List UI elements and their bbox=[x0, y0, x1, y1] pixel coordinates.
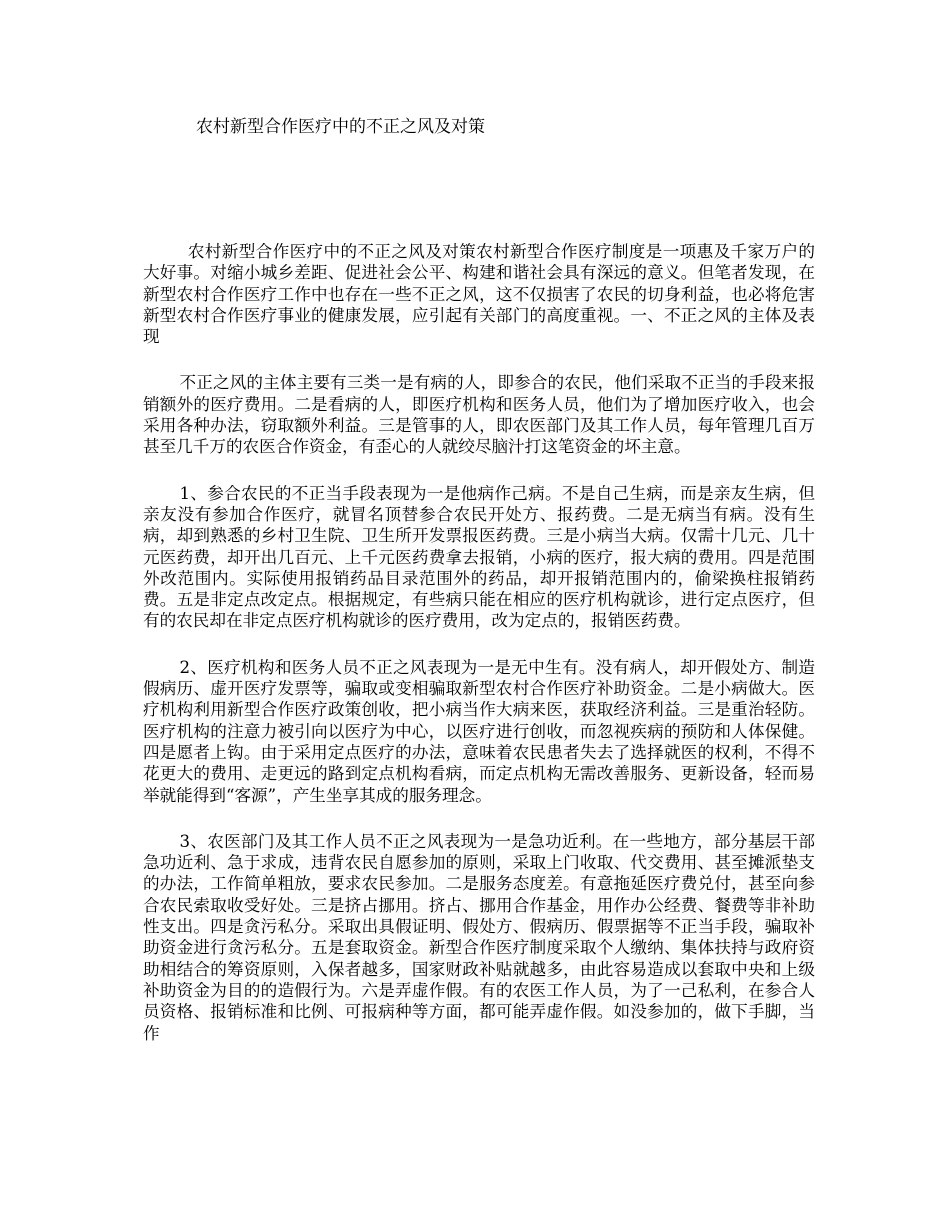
document-body bbox=[143, 241, 815, 1069]
paragraph-farmers: 1、参合农民的不正当手段表现为一是他病作己病。不是自己生病，而是亲友生病，但亲友没有参加合作医疗，就冒名顶替参合农民开处方、报药费。二是无病当有病。没有生病，却到熟悉的乡村卫生院、卫生所开发票报医药费。三是小病当大病。仅需十几元、几十元医药费，却开出几百元、上千元医药费拿去报销，小病的医疗，报大病的费用。四是范围外改范围内。实际使用报销药品目录范围外的药品，却开报销范围内的，偷梁换柱报销药费。五是非定点改定点。根据规定，有些病只能在相应的医疗机构就诊，进行定点医疗，但有的农民却在非定点医疗机构就诊的医疗费用，改为定点的，报销医药费。 bbox=[143, 483, 815, 631]
paragraph-intro: 农村新型合作医疗中的不正之风及对策农村新型合作医疗制度是一项惠及千家万户的大好事。对缩小城乡差距、促进社会公平、构建和谐社会具有深远的意义。但笔者发现，在新型农村合作医疗工作中也存在一些不正之风，这不仅损害了农民的切身利益，也必将危害新型农村合作医疗事业的健康发展，应引起有关部门的高度重视。一、不正之风的主体及表现 bbox=[143, 242, 815, 347]
paragraph-agricultural-medical-departments: 3、农医部门及其工作人员不正之风表现为一是急功近利。在一些地方，部分基层干部急功近利、急于求成，违背农民自愿参加的原则，采取上门收取、代交费用、甚至摊派垫支的办法，工作简单粗放，要求农民参加。二是服务态度差。有意拖延医疗费兑付，甚至向参合农民索取收受好处。三是挤占挪用。挤占、挪用合作基金，用作办公经费、餐费等非补助性支出。四是贪污私分。采取出具假证明、假处方、假病历、假票据等不正当手段，骗取补助资金进行贪污私分。五是套取资金。新型合作医疗制度采取个人缴纳、集体扶持与政府资助相结合的筹资原则，入保者越多，国家财政补贴就越多，由此容易造成以套取中央和上级补助资金为目的的造假行为。六是弄虚作假。有的农医工作人员，为了一己私利，在参合人员资格、报销标准和比例、可报病种等方面，都可能弄虚作假。如没参加的，做下手脚，当作 bbox=[143, 831, 815, 1043]
document-title: 农村新型合作医疗中的不正之风及对策 bbox=[196, 117, 485, 137]
paragraph-subjects: 不正之风的主体主要有三类一是有病的人，即参合的农民，他们采取不正当的手段来报销额外的医疗费用。二是看病的人，即医疗机构和医务人员，他们为了增加医疗收入，也会采用各种办法，窃取额外利益。三是管事的人，即农医部门及其工作人员，每年管理几百万甚至几千万的农医合作资金，有歪心的人就绞尽脑汁打这笔资金的坏主意。 bbox=[143, 373, 815, 457]
paragraph-medical-institutions: 2、医疗机构和医务人员不正之风表现为一是无中生有。没有病人，却开假处方、制造假病历、虚开医疗发票等，骗取或变相骗取新型农村合作医疗补助资金。二是小病做大。医疗机构利用新型合作医疗政策创收，把小病当作大病来医，获取经济利益。三是重治轻防。医疗机构的注意力被引向以医疗为中心，以医疗进行创收，而忽视疾病的预防和人体保健。四是愿者上钩。由于采用定点医疗的办法，意味着农民患者失去了选择就医的权利，不得不花更大的费用、走更远的路到定点机构看病，而定点机构无需改善服务、更新设备，轻而易举就能得到“客源”，产生坐享其成的服务理念。 bbox=[143, 657, 815, 805]
